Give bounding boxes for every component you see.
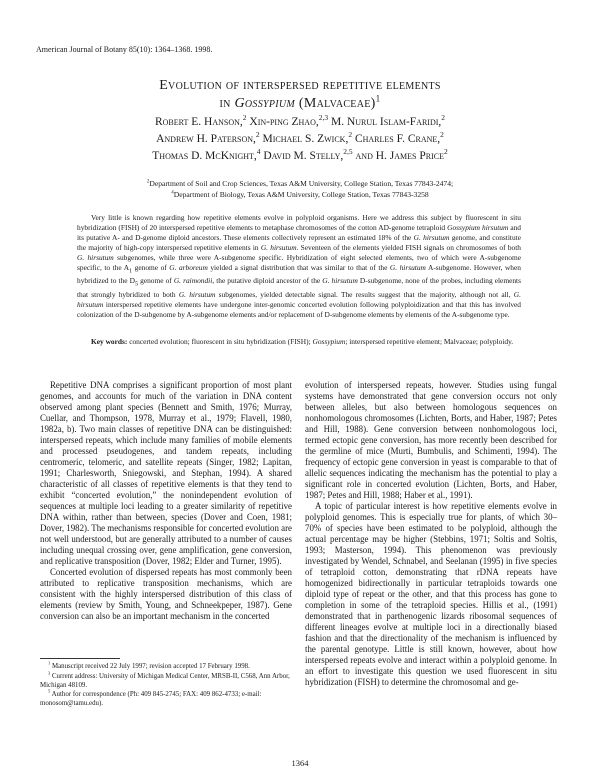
author-footnote: 2	[440, 130, 444, 140]
title-prefix: in	[219, 96, 235, 111]
body-paragraph: Concerted evolution of dispersed repeats has most commonly been attributed to replicative transposition mechanisms, which are consistent with the highly interspersed distribution of this class of elements (review by Smith, Young, and Schneekpeper, 1987). Gene conversion can also be an important mechanism in the concerted	[40, 567, 292, 621]
affiliation-mark: 2	[146, 179, 150, 185]
title-line-2	[40, 95, 560, 113]
author-line-2	[40, 131, 560, 148]
author-footnote: 2	[441, 113, 446, 123]
affiliation-2	[40, 190, 560, 201]
author-footnote: 2,5	[343, 147, 353, 157]
author-name: Xin-ping Zhao,	[246, 116, 319, 128]
author-footnote: 2	[255, 130, 260, 140]
body-paragraph: Repetitive DNA comprises a significant proportion of most plant genomes, and accounts for much of the variation in DNA content observed among plant species (Bennett and Smith, 1976; Murray, Cuellar, and Thompson, 1978, Murray et al., 1979; Flavell, 1980, 1982a, b). Two main classes of repetitive DNA can be distinguished: interspersed repeats, which include many families of mobile elements and processed pseudogenes, and tandem repeats, including centromeric, telomeric, and satellite repeats (Singer, 1982; Lapitan, 1991; Charlesworth, Sniegowski, and Stephan, 1994). A shared characteristic of all classes of repetitive elements is that they tend to exhibit “concerted evolution,” the nonindependent evolution of sequences at multiple loci leading to a greater similarity of repetitive DNA within, rather than between, species (Dover and Coen, 1981; Dover, 1982). The mechanisms responsible for concerted evolution are not well understood, but are generally attributed to a number of causes including unequal crossing over, gene amplification, gene conversion, and replicative transposition (Dover, 1982; Elder and Turner, 1995).	[40, 380, 292, 566]
keywords-label: Key words:	[91, 337, 128, 346]
title-line-1: Evolution of interspersed repetitive elements	[159, 78, 441, 93]
author-footnote: 2	[443, 147, 448, 157]
author-name: M. Nurul Islam-Faridi,	[328, 116, 442, 128]
body-paragraph: evolution of interspersed repeats, however. Studies using fungal systems have demonstrated that gene conversion occurs not only between alleles, but also between homologous sequences on nonhomologous chromosomes (Lichten, Borts, and Haber, 1987; Petes and Hill, 1988). Gene conversion between nonhomologous loci, termed ectopic gene conversion, has more recently been described for the germline of mice (Murti, Bumbulis, and Schimenti, 1994). The frequency of ectopic gene conversion in yeast is comparable to that of allelic sequences indicating the mechanism has the potential to play a significant role in concerted evolution (Lichten, Borts, and Haber, 1987; Petes and Hill, 1988; Haber et al., 1991).	[305, 380, 557, 500]
body-column-left	[40, 380, 292, 622]
footnote: $^1$ Manuscript received 22 July 1997; revision accepted 17 February 1998.	[48, 660, 250, 670]
affiliation-text: Department of Biology, Texas A&M University, College Station, Texas 77843-3258	[173, 189, 429, 199]
keywords: Key words: concerted evolution; fluorescent in situ hybridization (FISH); Gossypium; interspersed repetitive element; Malvaceae; polyploidy.	[91, 337, 514, 346]
author-line-3	[40, 148, 560, 165]
affiliation-text: Department of Soil and Crop Sciences, Texas A&M University, College Station, Texas 77843-2474;	[149, 179, 454, 188]
footnotes	[40, 662, 292, 709]
abstract: Very little is known regarding how repetitive elements evolve in polyploid organisms. Here we address this subject by fluorescent in situ hybridization (FISH) of 20 interspersed repetitive elements to metaphase chromosomes of the cotton AD-genome tetraploid Gossypium hirsutum and its putative A- and D-genome diploid ancestors. These elements collectively represent an estimated 18% of the G. hirsutum genome, and constitute the majority of high-copy interspersed repetitive elements in G. hirsutum. Seventeen of the elements yielded FISH signals on chromosomes of both G. hirsutum subgenomes, while three were A-subgenome specific. Hybridization of eight selected elements, two of which were A-subgenome specific, to the $A_1$ genome of G. arboreum yielded a signal distribution that was similar to that of the G. hirsutum A-subgenome. However, when hybridized to the $D_5$ genome of G. raimondii, the putative diploid ancestor of the G. hirsutum D-subgenome, none of the probes, including elements that strongly hybridized to both G. hirsutum subgenomes, yielded detectable signal. The results suggest that the majority, although not all, G. hirsutum interspersed repetitive elements have undergone inter-genomic concerted evolution following polyploidization and that this has involved colonization of the D-subgenome by A-subgenome elements and/or replacement of D-subgenome elements by elements of the A-subgenome type.	[77, 213, 521, 319]
title-genus: Gossypium	[234, 96, 296, 111]
footnote-rule	[40, 658, 120, 659]
title-suffix: (Malvaceae)	[295, 96, 376, 111]
author-name: Charles F. Crane,	[352, 133, 441, 145]
author-name: Thomas D. McKnight,	[152, 150, 257, 162]
footnote: $^3$ Current address: University of Michigan Medical Center, MRSB-II, C568, Ann Arbor, Michigan 48109.	[40, 670, 290, 689]
author-footnote: 2	[348, 130, 353, 140]
article-title	[40, 77, 560, 113]
author-footnote: 4	[256, 147, 261, 157]
author-name: Michael S. Zwick,	[259, 133, 349, 145]
author-name: David M. Stelly,	[260, 150, 344, 162]
body-column-right	[305, 380, 557, 688]
affiliation-mark: 4	[171, 189, 174, 195]
affiliations	[40, 179, 560, 200]
author-list	[40, 114, 560, 165]
author-footnote: 2,3	[318, 113, 329, 123]
author-name: Robert E. Hanson,	[154, 116, 243, 128]
author-footnote: 2	[242, 113, 247, 123]
author-line-1	[40, 114, 560, 131]
body-paragraph: A topic of particular interest is how repetitive elements evolve in polyploid genomes. This is especially true for plants, of which 30–70% of species have been estimated to be polyploid, although the actual percentage may be higher (Stebbins, 1971; Soltis and Soltis, 1993; Masterson, 1994). This phenomenon was previously investigated by Wendel, Schnabel, and Seelanan (1995) in five species of tetraploid cotton, demonstrating that rDNA repeats have homogenized bidirectionally in particular tetraploids towards one diploid type of repeat or the other, and that this process has gone to completion in some of the tetraploid species. Hillis et al., (1991) demonstrated that in parthenogenic lizards ribosomal sequences of different lineages evolve at multiple loci in a directionally biased fashion and that the directionality of the mechanism is influenced by the parental genotype. Little is still known, however, about how interspersed repeats evolve and interact within a polyploid genome. In an effort to investigate this question we used fluorescent in situ hybridization (FISH) to determine the chromosomal and ge-	[305, 501, 557, 687]
affiliation-1	[40, 179, 560, 190]
author-name: Andrew H. Paterson,	[156, 133, 256, 145]
page-number: 1364	[291, 758, 309, 768]
title-footnote-mark: 1	[375, 93, 381, 104]
author-name: and H. James Price	[352, 150, 444, 162]
journal-citation: American Journal of Botany 85(10): 1364–1368. 1998.	[36, 45, 213, 54]
footnote: $^5$ Author for correspondence (Ph: 409 845-2745; FAX: 409 862-4733; e-mail: monosom@tamu.edu).	[40, 688, 262, 707]
